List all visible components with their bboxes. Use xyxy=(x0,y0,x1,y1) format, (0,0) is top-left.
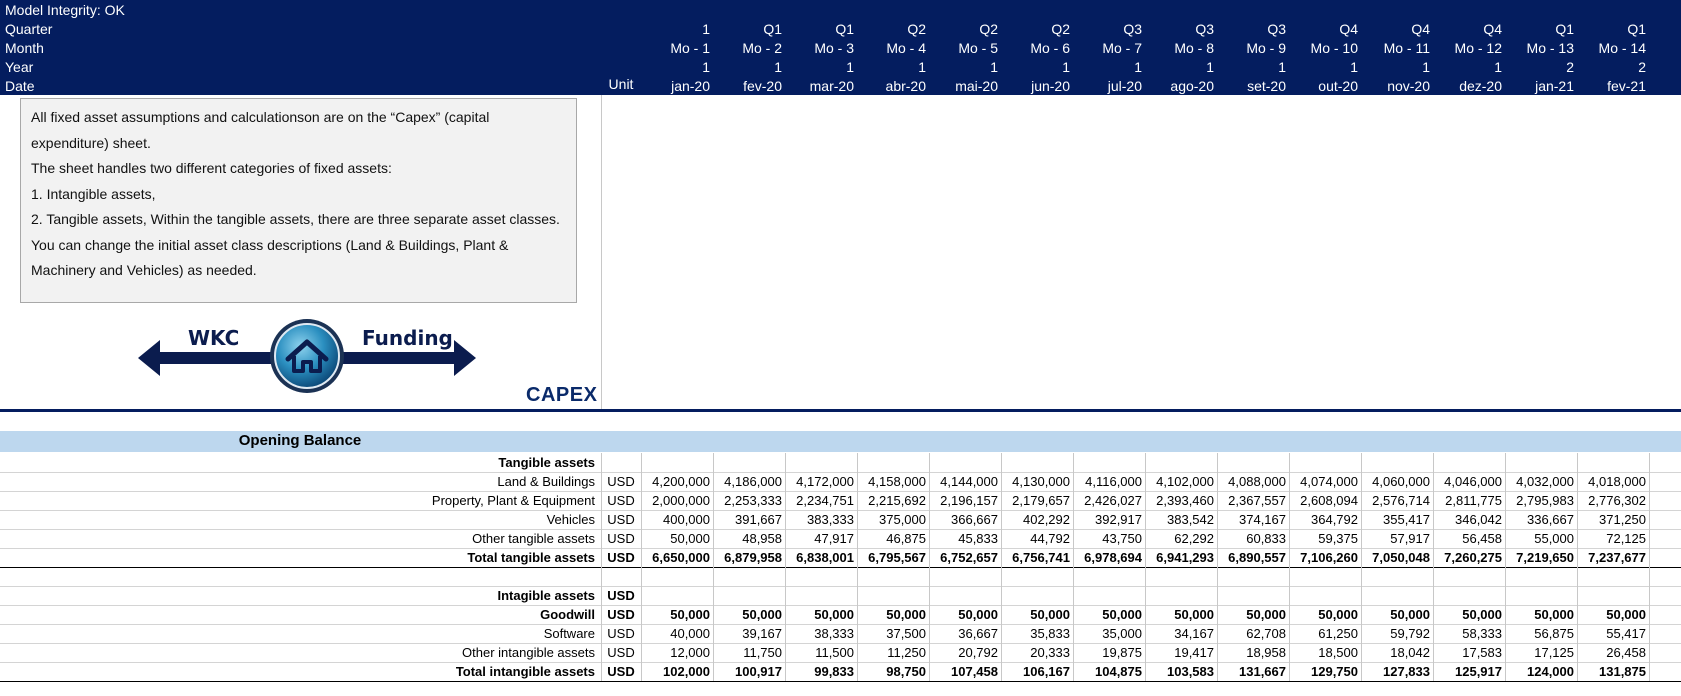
period-column-header xyxy=(1578,20,1650,96)
period-quarter[interactable]: 1 xyxy=(702,21,710,37)
value-cell[interactable]: 50,000 xyxy=(1390,607,1430,622)
quarter-label: Quarter xyxy=(5,21,53,37)
column-divider xyxy=(1505,453,1506,681)
column-divider xyxy=(1577,453,1578,681)
value-cell[interactable]: 2,393,460 xyxy=(1156,493,1214,508)
funding-link[interactable]: Funding xyxy=(362,326,453,350)
period-month[interactable]: Mo - 13 xyxy=(1526,40,1574,56)
value-cell[interactable]: 4,032,000 xyxy=(1516,474,1574,489)
value-cell[interactable]: 366,667 xyxy=(951,512,998,527)
row-unit[interactable]: USD xyxy=(607,493,635,508)
period-date[interactable]: fev-21 xyxy=(1607,78,1646,94)
value-cell[interactable]: 2,426,027 xyxy=(1084,493,1142,508)
period-year[interactable]: 1 xyxy=(1062,59,1070,75)
row-unit[interactable]: USD xyxy=(607,588,635,603)
value-cell[interactable]: 99,833 xyxy=(814,664,854,679)
value-cell[interactable]: 98,750 xyxy=(886,664,926,679)
value-cell[interactable]: 50,000 xyxy=(886,607,926,622)
period-quarter[interactable]: Q4 xyxy=(1339,21,1358,37)
unit-column-header: Unit xyxy=(608,76,634,92)
value-cell[interactable]: 106,167 xyxy=(1023,664,1070,679)
value-cell[interactable]: 11,500 xyxy=(815,645,854,660)
row-label[interactable]: Other intangible assets xyxy=(462,645,595,660)
value-cell[interactable]: 11,750 xyxy=(743,645,782,660)
value-cell[interactable]: 56,875 xyxy=(1534,626,1574,641)
period-date[interactable]: mar-20 xyxy=(809,78,854,94)
period-quarter[interactable]: Q2 xyxy=(979,21,998,37)
value-cell[interactable]: 62,708 xyxy=(1246,626,1286,641)
value-cell[interactable]: 7,219,650 xyxy=(1516,550,1574,565)
row-divider xyxy=(0,681,1681,682)
period-quarter[interactable]: Q1 xyxy=(1627,21,1646,37)
value-cell[interactable]: 19,875 xyxy=(1102,645,1142,660)
value-cell[interactable]: 17,583 xyxy=(1462,645,1502,660)
value-cell[interactable]: 61,250 xyxy=(1318,626,1358,641)
table-row xyxy=(0,605,1681,624)
timeline-header xyxy=(0,0,1681,95)
value-cell[interactable]: 6,752,657 xyxy=(940,550,998,565)
period-column-header xyxy=(1506,20,1578,96)
value-cell[interactable]: 2,367,557 xyxy=(1228,493,1286,508)
value-cell[interactable]: 20,792 xyxy=(958,645,998,660)
period-column-header xyxy=(642,20,714,96)
value-cell[interactable]: 391,667 xyxy=(735,512,782,527)
value-cell[interactable]: 18,500 xyxy=(1318,645,1358,660)
value-cell[interactable]: 127,833 xyxy=(1383,664,1430,679)
period-month[interactable]: Mo - 10 xyxy=(1310,40,1358,56)
value-cell[interactable]: 19,417 xyxy=(1174,645,1214,660)
value-cell[interactable]: 57,917 xyxy=(1390,531,1430,546)
period-column-header xyxy=(1002,20,1074,96)
period-year[interactable]: 2 xyxy=(1638,59,1646,75)
value-cell[interactable]: 50,000 xyxy=(1606,607,1646,622)
value-cell[interactable]: 58,333 xyxy=(1462,626,1502,641)
value-cell[interactable]: 44,792 xyxy=(1030,531,1070,546)
value-cell[interactable]: 4,172,000 xyxy=(796,474,854,489)
value-cell[interactable]: 2,811,775 xyxy=(1445,493,1502,508)
value-cell[interactable]: 355,417 xyxy=(1383,512,1430,527)
value-cell[interactable]: 7,050,048 xyxy=(1372,550,1430,565)
value-cell[interactable]: 37,500 xyxy=(886,626,926,641)
value-cell[interactable]: 2,000,000 xyxy=(652,493,710,508)
column-divider xyxy=(713,453,714,681)
value-cell[interactable]: 2,776,302 xyxy=(1588,493,1646,508)
value-cell[interactable]: 100,917 xyxy=(735,664,782,679)
value-cell[interactable]: 375,000 xyxy=(879,512,926,527)
value-cell[interactable]: 62,292 xyxy=(1174,531,1214,546)
row-label[interactable]: Goodwill xyxy=(540,607,595,622)
table-row xyxy=(0,548,1681,567)
value-cell[interactable]: 40,000 xyxy=(670,626,710,641)
period-quarter[interactable]: Q1 xyxy=(763,21,782,37)
value-cell[interactable]: 60,833 xyxy=(1246,531,1286,546)
note-paragraph: The sheet handles two different categories of fixed assets: xyxy=(31,160,392,176)
row-label[interactable]: Other tangible assets xyxy=(472,531,595,546)
note-paragraph: 2. Tangible assets, Within the tangible assets, there are three separate asset classes. You can change the initial asset class descriptions (Land & Buildings, Plant & Machinery and Vehicles) as needed. xyxy=(31,211,560,278)
value-cell[interactable]: 392,917 xyxy=(1095,512,1142,527)
period-column-header xyxy=(1218,20,1290,96)
value-cell[interactable]: 2,253,333 xyxy=(724,493,782,508)
period-date[interactable]: mai-20 xyxy=(955,78,998,94)
period-column-header xyxy=(714,20,786,96)
value-cell[interactable]: 50,000 xyxy=(1534,607,1574,622)
period-month[interactable]: Mo - 11 xyxy=(1383,40,1430,56)
table-row xyxy=(0,510,1681,529)
period-month[interactable]: Mo - 8 xyxy=(1174,40,1214,56)
value-cell[interactable]: 402,292 xyxy=(1023,512,1070,527)
value-cell[interactable]: 346,042 xyxy=(1455,512,1502,527)
row-unit[interactable]: USD xyxy=(607,531,635,546)
period-quarter[interactable]: Q4 xyxy=(1411,21,1430,37)
period-date[interactable]: out-20 xyxy=(1318,78,1358,94)
value-cell[interactable]: 2,576,714 xyxy=(1372,493,1430,508)
column-divider xyxy=(1649,453,1650,681)
value-cell[interactable]: 4,200,000 xyxy=(652,474,710,489)
value-cell[interactable]: 4,018,000 xyxy=(1588,474,1646,489)
period-date[interactable]: jan-20 xyxy=(671,78,710,94)
period-quarter[interactable]: Q2 xyxy=(907,21,926,37)
table-row xyxy=(0,567,1681,586)
value-cell[interactable]: 7,260,275 xyxy=(1444,550,1502,565)
period-month[interactable]: Mo - 14 xyxy=(1598,40,1646,56)
period-year[interactable]: 2 xyxy=(1566,59,1574,75)
month-label: Month xyxy=(5,40,44,56)
value-cell[interactable]: 4,144,000 xyxy=(940,474,998,489)
value-cell[interactable]: 6,941,293 xyxy=(1156,550,1214,565)
value-cell[interactable]: 364,792 xyxy=(1311,512,1358,527)
sheet-title: CAPEX xyxy=(526,384,598,406)
value-cell[interactable]: 336,667 xyxy=(1527,512,1574,527)
value-cell[interactable]: 6,650,000 xyxy=(652,550,710,565)
value-cell[interactable]: 107,458 xyxy=(951,664,998,679)
value-cell[interactable]: 383,333 xyxy=(807,512,854,527)
value-cell[interactable]: 124,000 xyxy=(1527,664,1574,679)
value-cell[interactable]: 55,000 xyxy=(1534,531,1574,546)
table-row xyxy=(0,453,1681,472)
value-cell[interactable]: 125,917 xyxy=(1455,664,1502,679)
capex-note-box xyxy=(20,98,577,303)
period-month[interactable]: Mo - 5 xyxy=(958,40,998,56)
value-cell[interactable]: 36,667 xyxy=(958,626,998,641)
period-column-header xyxy=(1146,20,1218,96)
period-date[interactable]: fev-20 xyxy=(743,78,782,94)
value-cell[interactable]: 50,000 xyxy=(1462,607,1502,622)
value-cell[interactable]: 4,186,000 xyxy=(724,474,782,489)
value-cell[interactable]: 50,000 xyxy=(1246,607,1286,622)
row-unit[interactable]: USD xyxy=(607,626,635,641)
value-cell[interactable]: 38,333 xyxy=(814,626,854,641)
row-unit[interactable]: USD xyxy=(607,645,635,660)
value-cell[interactable]: 11,250 xyxy=(887,645,926,660)
value-cell[interactable]: 6,890,557 xyxy=(1228,550,1286,565)
column-divider xyxy=(857,453,858,681)
period-quarter[interactable]: Q3 xyxy=(1195,21,1214,37)
row-label[interactable]: Total intangible assets xyxy=(455,664,595,679)
value-cell[interactable]: 59,375 xyxy=(1318,531,1358,546)
column-divider xyxy=(641,453,642,681)
value-cell[interactable]: 131,875 xyxy=(1599,664,1646,679)
value-cell[interactable]: 4,158,000 xyxy=(868,474,926,489)
value-cell[interactable]: 56,458 xyxy=(1462,531,1502,546)
value-cell[interactable]: 7,106,260 xyxy=(1300,550,1358,565)
period-month[interactable]: Mo - 6 xyxy=(1030,40,1070,56)
period-year[interactable]: 1 xyxy=(774,59,782,75)
value-cell[interactable]: 2,179,657 xyxy=(1012,493,1070,508)
period-year[interactable]: 1 xyxy=(702,59,710,75)
value-cell[interactable]: 2,795,983 xyxy=(1516,493,1574,508)
row-label[interactable]: Land & Buildings xyxy=(497,474,595,489)
period-quarter[interactable]: Q2 xyxy=(1051,21,1070,37)
period-year[interactable]: 1 xyxy=(846,59,854,75)
column-divider xyxy=(1217,453,1218,681)
value-cell[interactable]: 6,978,694 xyxy=(1084,550,1142,565)
value-cell[interactable]: 4,102,000 xyxy=(1156,474,1214,489)
value-cell[interactable]: 47,917 xyxy=(814,531,854,546)
row-unit[interactable]: USD xyxy=(607,607,635,622)
section-header xyxy=(0,431,1681,452)
value-cell[interactable]: 50,000 xyxy=(1174,607,1214,622)
value-cell[interactable]: 2,215,692 xyxy=(868,493,926,508)
period-column-header xyxy=(1362,20,1434,96)
value-cell[interactable]: 4,046,000 xyxy=(1444,474,1502,489)
value-cell[interactable]: 131,667 xyxy=(1239,664,1286,679)
period-year[interactable]: 1 xyxy=(1422,59,1430,75)
value-cell[interactable]: 4,130,000 xyxy=(1012,474,1070,489)
value-cell[interactable]: 50,000 xyxy=(1102,607,1142,622)
period-date[interactable]: abr-20 xyxy=(885,78,926,94)
value-cell[interactable]: 2,608,094 xyxy=(1300,493,1358,508)
period-quarter[interactable]: Q1 xyxy=(1555,21,1574,37)
value-cell[interactable]: 50,000 xyxy=(1318,607,1358,622)
period-year[interactable]: 1 xyxy=(1494,59,1502,75)
period-date[interactable]: jul-20 xyxy=(1107,78,1142,94)
header-row-labels xyxy=(5,1,125,96)
value-cell[interactable]: 43,750 xyxy=(1102,531,1142,546)
section-title: Opening Balance xyxy=(238,432,362,449)
value-cell[interactable]: 50,000 xyxy=(814,607,854,622)
value-cell[interactable]: 35,833 xyxy=(1030,626,1070,641)
value-cell[interactable]: 371,250 xyxy=(1599,512,1646,527)
sheet-navigation xyxy=(138,318,476,398)
value-cell[interactable]: 4,060,000 xyxy=(1372,474,1430,489)
period-year[interactable]: 1 xyxy=(1206,59,1214,75)
column-divider xyxy=(1361,453,1362,681)
value-cell[interactable]: 12,000 xyxy=(670,645,710,660)
column-divider xyxy=(1073,453,1074,681)
date-label: Date xyxy=(5,78,35,94)
column-divider xyxy=(1433,453,1434,681)
period-date[interactable]: set-20 xyxy=(1247,78,1286,94)
period-quarter[interactable]: Q4 xyxy=(1483,21,1502,37)
column-divider xyxy=(785,453,786,681)
column-divider xyxy=(929,453,930,681)
value-cell[interactable]: 26,458 xyxy=(1606,645,1646,660)
period-quarter[interactable]: Q1 xyxy=(835,21,854,37)
value-cell[interactable]: 50,000 xyxy=(742,607,782,622)
row-label[interactable]: Total tangible assets xyxy=(467,550,595,565)
table-row xyxy=(0,643,1681,662)
row-label[interactable]: Property, Plant & Equipment xyxy=(431,493,595,508)
period-date[interactable]: ago-20 xyxy=(1170,78,1214,94)
value-cell[interactable]: 55,417 xyxy=(1606,626,1646,641)
period-column-header xyxy=(1434,20,1506,96)
period-month[interactable]: Mo - 2 xyxy=(742,40,782,56)
value-cell[interactable]: 4,088,000 xyxy=(1228,474,1286,489)
row-unit[interactable]: USD xyxy=(607,512,635,527)
period-date[interactable]: jun-20 xyxy=(1031,78,1070,94)
period-month[interactable]: Mo - 1 xyxy=(670,40,710,56)
row-unit[interactable]: USD xyxy=(607,664,635,679)
value-cell[interactable]: 4,074,000 xyxy=(1300,474,1358,489)
model-integrity-label: Model Integrity: OK xyxy=(5,2,125,18)
period-year[interactable]: 1 xyxy=(1350,59,1358,75)
value-cell[interactable]: 129,750 xyxy=(1311,664,1358,679)
value-cell[interactable]: 72,125 xyxy=(1606,531,1646,546)
period-date[interactable]: jan-21 xyxy=(1535,78,1574,94)
value-cell[interactable]: 35,000 xyxy=(1102,626,1142,641)
column-divider xyxy=(601,453,602,681)
period-column-header xyxy=(1290,20,1362,96)
value-cell[interactable]: 6,879,958 xyxy=(724,550,782,565)
note-paragraph: 1. Intangible assets, xyxy=(31,185,156,202)
row-label[interactable]: Tangible assets xyxy=(498,455,595,470)
value-cell[interactable]: 383,542 xyxy=(1167,512,1214,527)
period-year[interactable]: 1 xyxy=(1134,59,1142,75)
period-month[interactable]: Mo - 7 xyxy=(1102,40,1142,56)
value-cell[interactable]: 17,125 xyxy=(1534,645,1574,660)
value-cell[interactable]: 46,875 xyxy=(886,531,926,546)
value-cell[interactable]: 7,237,677 xyxy=(1588,550,1646,565)
table-row xyxy=(0,624,1681,643)
period-month[interactable]: Mo - 9 xyxy=(1246,40,1286,56)
value-cell[interactable]: 50,000 xyxy=(1030,607,1070,622)
row-unit[interactable]: USD xyxy=(607,550,635,565)
period-column-header xyxy=(858,20,930,96)
period-month[interactable]: Mo - 3 xyxy=(814,40,854,56)
row-label[interactable]: Software xyxy=(543,626,595,641)
period-year[interactable]: 1 xyxy=(990,59,998,75)
row-label[interactable]: Vehicles xyxy=(546,512,595,527)
year-label: Year xyxy=(5,59,34,75)
period-column-header xyxy=(786,20,858,96)
wkc-link[interactable]: WKC xyxy=(188,326,240,350)
note-paragraph: All fixed asset assumptions and calculationson are on the “Capex” (capital expenditure) sheet. xyxy=(31,109,490,151)
period-month[interactable]: Mo - 4 xyxy=(886,40,926,56)
value-cell[interactable]: 400,000 xyxy=(663,512,710,527)
value-cell[interactable]: 102,000 xyxy=(663,664,710,679)
value-cell[interactable]: 45,833 xyxy=(958,531,998,546)
value-cell[interactable]: 50,000 xyxy=(958,607,998,622)
period-date[interactable]: dez-20 xyxy=(1459,78,1502,94)
separator-line xyxy=(0,409,1681,412)
home-icon[interactable] xyxy=(270,319,344,393)
period-date[interactable]: nov-20 xyxy=(1387,78,1430,94)
value-cell[interactable]: 6,756,741 xyxy=(1012,550,1070,565)
period-year[interactable]: 1 xyxy=(1278,59,1286,75)
period-column-header xyxy=(930,20,1002,96)
row-unit[interactable]: USD xyxy=(607,474,635,489)
value-cell[interactable]: 50,000 xyxy=(670,531,710,546)
period-quarter[interactable]: Q3 xyxy=(1267,21,1286,37)
table-row xyxy=(0,472,1681,491)
period-year[interactable]: 1 xyxy=(918,59,926,75)
column-divider xyxy=(1289,453,1290,681)
value-cell[interactable]: 4,116,000 xyxy=(1085,474,1142,489)
column-divider xyxy=(1001,453,1002,681)
value-cell[interactable]: 6,795,567 xyxy=(868,550,926,565)
value-cell[interactable]: 2,196,157 xyxy=(940,493,998,508)
period-month[interactable]: Mo - 12 xyxy=(1454,40,1502,56)
value-cell[interactable]: 50,000 xyxy=(670,607,710,622)
value-cell[interactable]: 34,167 xyxy=(1174,626,1214,641)
value-cell[interactable]: 59,792 xyxy=(1390,626,1430,641)
value-cell[interactable]: 104,875 xyxy=(1095,664,1142,679)
table-row xyxy=(0,491,1681,510)
table-row xyxy=(0,586,1681,605)
column-divider xyxy=(601,95,602,409)
value-cell[interactable]: 20,333 xyxy=(1030,645,1070,660)
value-cell[interactable]: 18,958 xyxy=(1246,645,1286,660)
value-cell[interactable]: 103,583 xyxy=(1167,664,1214,679)
table-row xyxy=(0,529,1681,548)
value-cell[interactable]: 39,167 xyxy=(742,626,782,641)
period-column-header xyxy=(1074,20,1146,96)
value-cell[interactable]: 18,042 xyxy=(1390,645,1430,660)
value-cell[interactable]: 2,234,751 xyxy=(796,493,854,508)
period-quarter[interactable]: Q3 xyxy=(1123,21,1142,37)
row-label[interactable]: Intagible assets xyxy=(497,588,595,603)
table-row xyxy=(0,662,1681,681)
value-cell[interactable]: 48,958 xyxy=(742,531,782,546)
column-divider xyxy=(1145,453,1146,681)
value-cell[interactable]: 6,838,001 xyxy=(796,550,854,565)
value-cell[interactable]: 374,167 xyxy=(1239,512,1286,527)
